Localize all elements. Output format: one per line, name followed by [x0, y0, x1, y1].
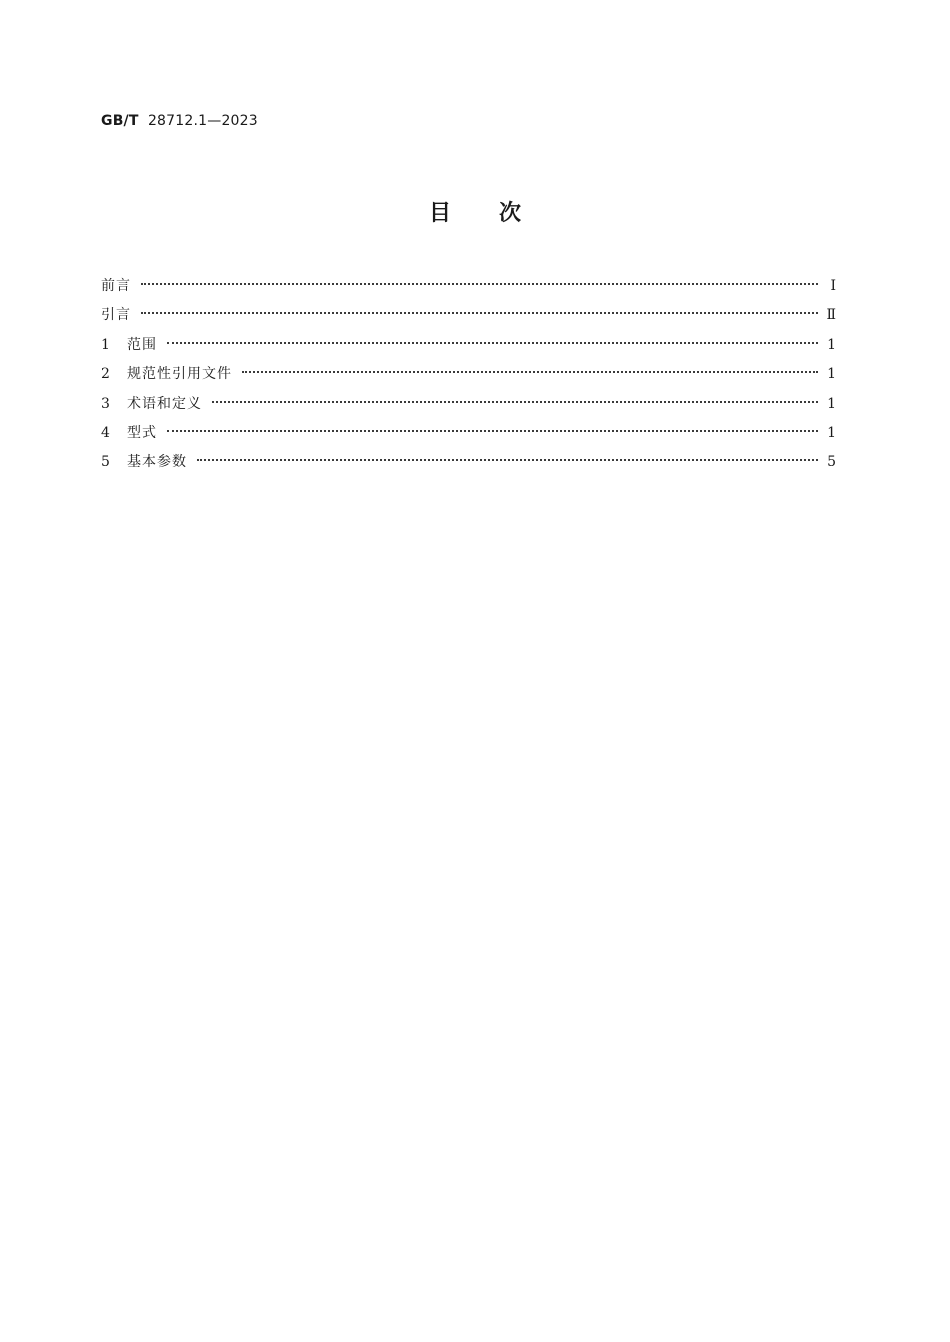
dot-leader: [197, 459, 818, 461]
toc-entry-number: 2: [101, 366, 110, 383]
toc-entry-page: 1: [827, 395, 836, 412]
toc-entry-scope[interactable]: [101, 335, 836, 364]
toc-entry-page: 5: [827, 454, 836, 471]
toc-entry-introduction[interactable]: [101, 305, 836, 334]
dot-leader: [141, 283, 818, 285]
standard-number: 28712.1—2023: [147, 113, 258, 129]
toc-entry-page: Ⅰ: [830, 278, 836, 294]
standard-number-header: [101, 113, 258, 129]
toc-entry-label: 范围: [127, 336, 157, 353]
dot-leader: [167, 430, 818, 432]
dot-leader: [167, 342, 818, 344]
toc-entry-page: 1: [827, 366, 836, 383]
toc-entry-types[interactable]: [101, 423, 836, 452]
standard-prefix: GB/T: [101, 113, 139, 129]
toc-entry-label: 规范性引用文件: [127, 366, 232, 383]
table-of-contents: [101, 276, 836, 482]
toc-entry-page: 1: [827, 336, 836, 353]
toc-entry-label: 引言: [101, 307, 131, 324]
toc-entry-basic-parameters[interactable]: [101, 452, 836, 481]
toc-entry-number: 3: [101, 395, 110, 412]
toc-entry-number: 5: [101, 454, 110, 471]
toc-entry-label: 型式: [127, 424, 157, 441]
toc-entry-label: 基本参数: [127, 454, 187, 471]
toc-entry-page: Ⅱ: [826, 307, 836, 324]
toc-entry-normative-references[interactable]: [101, 364, 836, 393]
toc-entry-number: 4: [101, 424, 110, 441]
toc-entry-label: 术语和定义: [127, 395, 202, 412]
dot-leader: [242, 371, 818, 373]
toc-entry-terms-definitions[interactable]: [101, 394, 836, 423]
toc-entry-foreword[interactable]: [101, 276, 836, 305]
dot-leader: [212, 401, 818, 403]
dot-leader: [141, 312, 818, 314]
toc-entry-page: 1: [827, 424, 836, 441]
toc-entry-label: 前言: [101, 278, 131, 294]
toc-entry-number: 1: [101, 336, 110, 353]
page-title: 目次: [428, 201, 569, 226]
